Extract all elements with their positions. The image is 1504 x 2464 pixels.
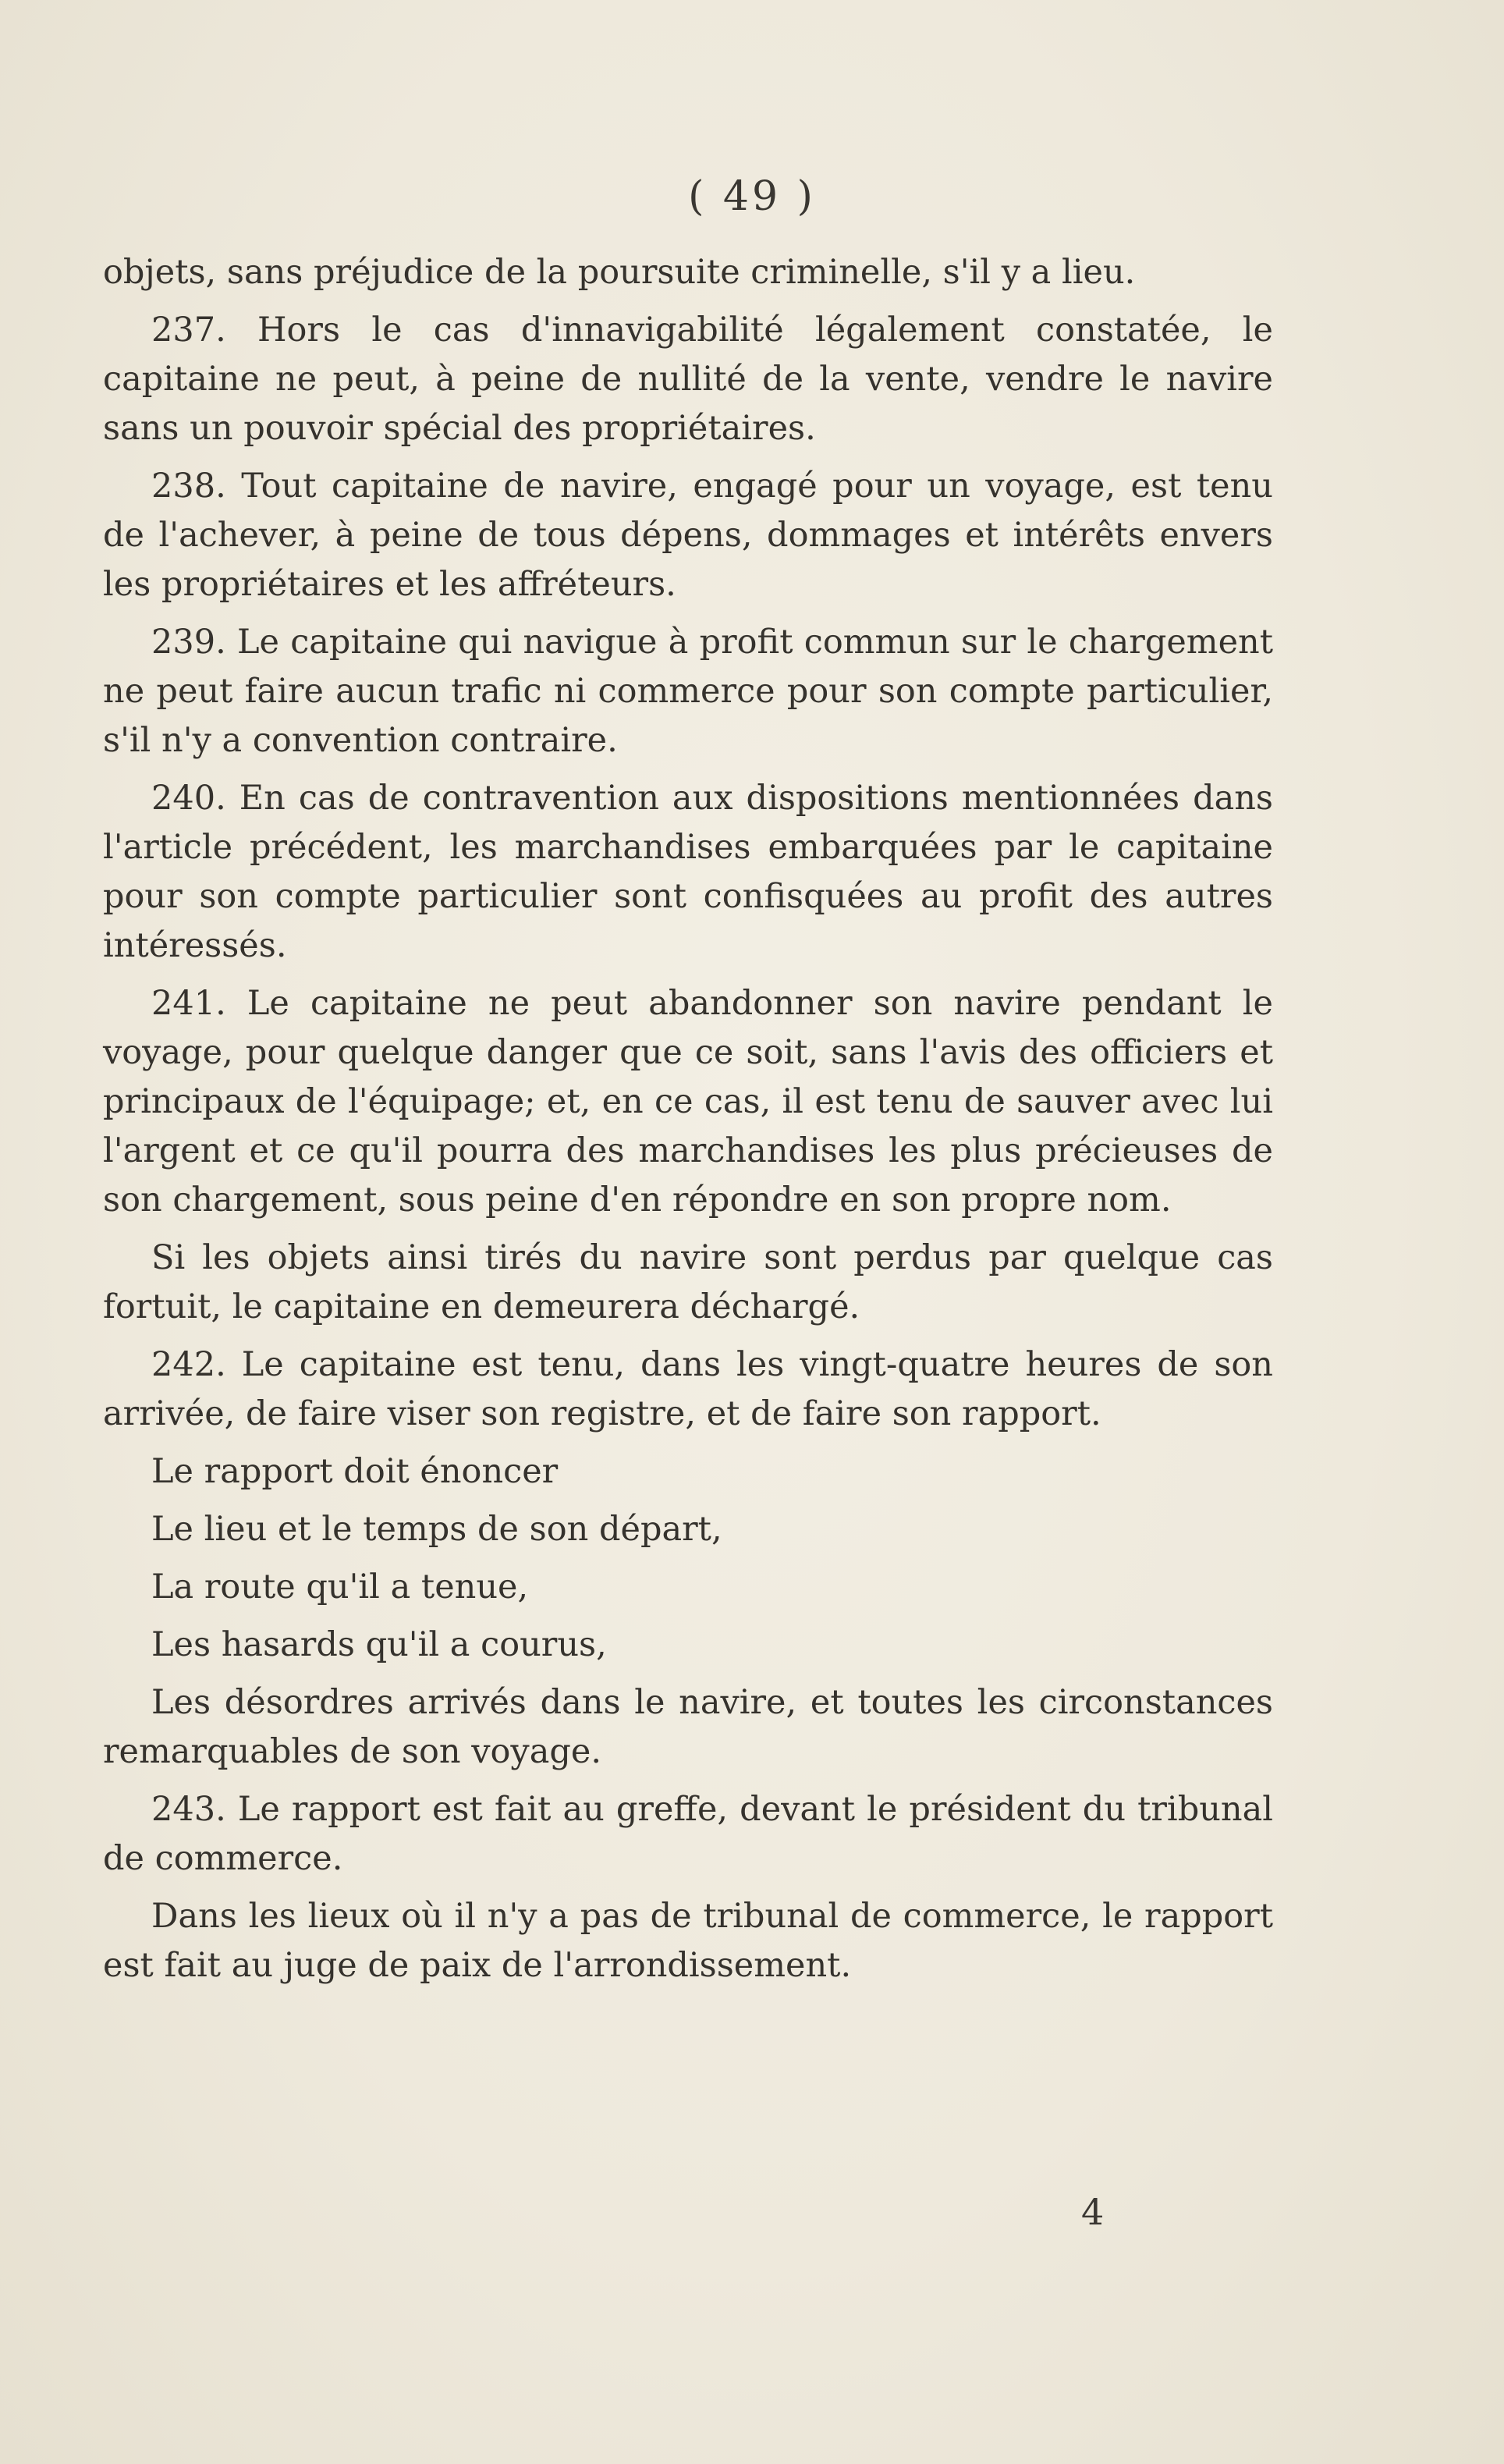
- report-item: Le lieu et le temps de son départ,: [151, 1510, 722, 1549]
- article-243-continued: Dans les lieux où il n'y a pas de tribunal de commerce, le rapport est fait au juge de paix de l'arrondissement.: [103, 1897, 1273, 1985]
- report-item: Les désordres arrivés dans le navire, et toutes les circonstances remarquables de son voyage.: [103, 1683, 1273, 1771]
- report-item: Les hasards qu'il a courus,: [151, 1625, 607, 1664]
- article-241-continued: Si les objets ainsi tirés du navire sont perdus par quelque cas fortuit, le capitaine en demeurera déchargé.: [103, 1238, 1273, 1326]
- article-text: [103, 248, 1273, 1999]
- page-number: ( 49 ): [688, 173, 816, 220]
- paragraph-continuation: objets, sans préjudice de la poursuite criminelle, s'il y a lieu.: [103, 253, 1136, 292]
- signature-mark: 4: [1081, 2191, 1105, 2233]
- article-243: 243. Le rapport est fait au greffe, devant le président du tribunal de commerce.: [103, 1790, 1273, 1878]
- article-237: 237. Hors le cas d'innavigabilité légalement constatée, le capitaine ne peut, à peine de nullité de la vente, vendre le navire sans un pouvoir spécial des propriétaires.: [103, 311, 1273, 448]
- article-239: 239. Le capitaine qui navigue à profit commun sur le chargement ne peut faire aucun trafic ni commerce pour son compte particulier, s'il n'y a convention contraire.: [103, 623, 1273, 760]
- article-241: 241. Le capitaine ne peut abandonner son navire pendant le voyage, pour quelque danger que ce soit, sans l'avis des officiers et principaux de l'équipage; et, en ce cas, il est tenu de sauver avec lui l'argent et ce qu'il pourra des marchandises les plus précieuses de son chargement, sous peine d'en répondre en son propre nom.: [103, 984, 1273, 1220]
- report-intro: Le rapport doit énoncer: [151, 1452, 559, 1491]
- article-242: 242. Le capitaine est tenu, dans les vingt-quatre heures de son arrivée, de faire viser son registre, et de faire son rapport.: [103, 1345, 1273, 1433]
- article-240: 240. En cas de contravention aux dispositions mentionnées dans l'article précédent, les marchandises embarquées par le capitaine pour son compte particulier sont confisquées au profit des autres intéressés.: [103, 779, 1273, 965]
- report-item: La route qu'il a tenue,: [151, 1568, 529, 1607]
- article-238: 238. Tout capitaine de navire, engagé pour un voyage, est tenu de l'achever, à peine de tous dépens, dommages et intérêts envers les propriétaires et les affréteurs.: [103, 467, 1273, 604]
